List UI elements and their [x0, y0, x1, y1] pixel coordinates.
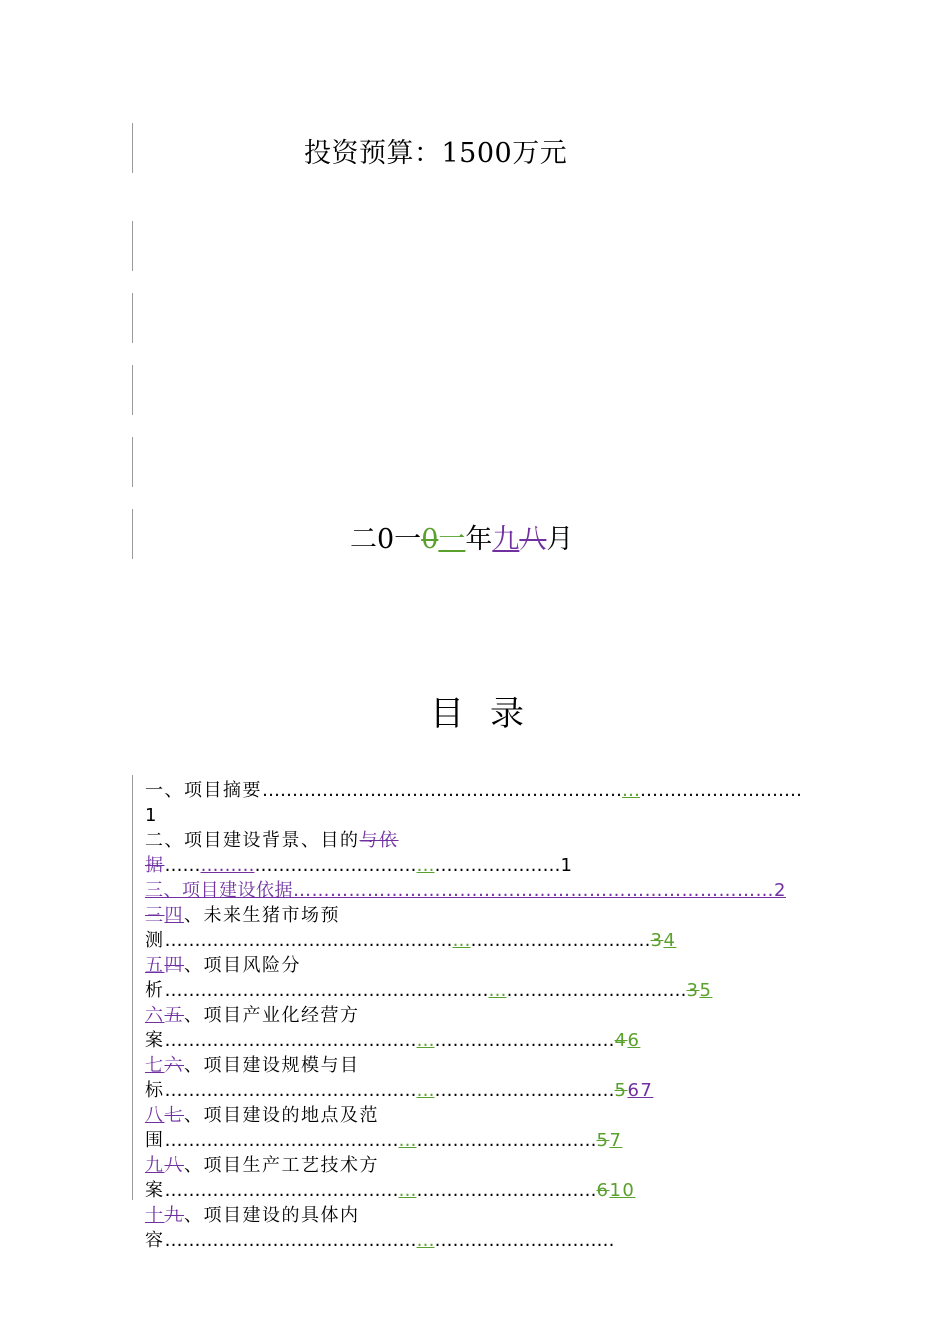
inserted-text: 4 — [663, 930, 677, 951]
inserted-text: 八 — [145, 1105, 165, 1126]
toc-entry-title: 、项目建设的地点及范围 — [145, 1105, 379, 1151]
inserted-text: 67 — [627, 1080, 654, 1101]
deleted-text: 四 — [164, 955, 184, 976]
date-prefix: 二0一 — [350, 524, 422, 555]
deleted-text: 八 — [519, 524, 547, 555]
inserted-text: … — [488, 980, 507, 1001]
date-month-char: 月 — [546, 524, 574, 555]
inserted-text: 10 — [609, 1180, 636, 1201]
toc-number: 二 — [145, 830, 165, 851]
revision-change-bar — [132, 293, 133, 343]
toc-number: 一 — [145, 780, 165, 801]
inserted-text: … — [398, 1130, 417, 1151]
toc-entry-title: 、未来生猪市场预测 — [145, 905, 340, 951]
deleted-text: 5 — [596, 1130, 610, 1151]
toc-entry[interactable] — [145, 778, 805, 828]
inserted-text: … — [398, 1180, 417, 1201]
inserted-text: … — [622, 780, 640, 801]
toc-leader: ……………………… — [254, 855, 417, 876]
deleted-text: 九 — [164, 1205, 184, 1226]
toc-leader: …………………………………… — [164, 1230, 417, 1251]
deleted-text: 七 — [164, 1105, 184, 1126]
inserted-text: 6 — [627, 1030, 641, 1051]
toc-entry[interactable] — [145, 1053, 805, 1103]
table-of-contents — [145, 778, 805, 1253]
toc-leader: …………………………………… — [164, 1080, 417, 1101]
inserted-text: 九 — [492, 524, 520, 555]
toc-leader: …… — [164, 855, 201, 876]
toc-leader: ………………………… — [434, 1030, 615, 1051]
toc-leader: ………………………… — [416, 1180, 597, 1201]
toc-heading — [430, 686, 524, 735]
toc-entry[interactable] — [145, 1153, 805, 1203]
inserted-text: 六 — [145, 1005, 165, 1026]
toc-entry[interactable] — [145, 878, 805, 903]
toc-entry-title: 、项目产业化经营方案 — [145, 1005, 360, 1051]
inserted-text: … — [416, 1080, 435, 1101]
toc-leader: ………………………… — [434, 1230, 615, 1251]
inserted-text: … — [416, 855, 435, 876]
inserted-text: 十 — [145, 1205, 165, 1226]
toc-leader: ……………………………………………… — [164, 980, 489, 1001]
inserted-text: … — [416, 1030, 435, 1051]
deleted-text: 3 — [650, 930, 664, 951]
inserted-toc-entry: 三、项目建设依据……………………………………………………………………2 — [145, 880, 786, 901]
revision-change-bar — [132, 509, 133, 559]
document-date — [350, 517, 573, 556]
toc-leader: …………………………………… — [164, 1030, 417, 1051]
toc-leader: ………………………… — [434, 1080, 615, 1101]
toc-entry[interactable] — [145, 1103, 805, 1153]
toc-leader: ………………… — [434, 855, 561, 876]
toc-leader: ………………………… — [416, 1130, 597, 1151]
inserted-text: … — [416, 1230, 435, 1251]
investment-budget: 投资预算：1500万元 — [304, 138, 568, 169]
toc-entry[interactable] — [145, 1003, 805, 1053]
toc-entry-title: 、项目建设规模与目标 — [145, 1055, 360, 1101]
deleted-text: 5 — [614, 1080, 628, 1101]
deleted-text: 五 — [164, 1005, 184, 1026]
toc-page-number: 1 — [560, 855, 574, 876]
inserted-text: 一 — [438, 524, 466, 555]
deleted-text: 0 — [421, 524, 439, 555]
toc-entry[interactable] — [145, 903, 805, 953]
inserted-text: 九 — [145, 1155, 165, 1176]
toc-leader: ………………………… — [506, 980, 687, 1001]
toc-leader: ………………………… — [470, 930, 651, 951]
inserted-text: ……… — [200, 855, 255, 876]
date-year-char: 年 — [465, 524, 493, 555]
toc-entry[interactable] — [145, 828, 805, 878]
deleted-text: 八 — [164, 1155, 184, 1176]
toc-leader: …………………………………………………… — [262, 780, 622, 801]
toc-entry[interactable] — [145, 1203, 805, 1253]
revision-change-bar — [132, 775, 133, 1200]
revision-change-bar — [132, 123, 133, 173]
inserted-text: 五 — [145, 955, 165, 976]
inserted-text: 七 — [145, 1055, 165, 1076]
inserted-text: … — [452, 930, 471, 951]
toc-heading-char: 录 — [490, 694, 524, 734]
toc-entry[interactable] — [145, 953, 805, 1003]
toc-entry-title: 、项目摘要 — [164, 780, 262, 801]
deleted-text: 4 — [614, 1030, 628, 1051]
toc-leader: ………………………………… — [164, 1130, 399, 1151]
toc-entry-title: 、项目生产工艺技术方案 — [145, 1155, 379, 1201]
toc-leader: ……………………… — [640, 780, 802, 801]
inserted-text: 5 — [699, 980, 713, 1001]
toc-leader: ………………………………… — [164, 1180, 399, 1201]
deleted-text: 6 — [596, 1180, 610, 1201]
deleted-text: 三 — [145, 905, 165, 926]
toc-page-number: 1 — [145, 805, 158, 826]
inserted-text: 四 — [164, 905, 184, 926]
deleted-text: 与依据 — [145, 830, 399, 876]
toc-entry-title: 、项目建设的具体内容 — [145, 1205, 360, 1251]
toc-leader: ………………………………………… — [164, 930, 453, 951]
inserted-text: 7 — [609, 1130, 623, 1151]
toc-entry-title: 、项目风险分析 — [145, 955, 301, 1001]
revision-change-bar — [132, 221, 133, 271]
revision-change-bar — [132, 365, 133, 415]
deleted-text: 3 — [686, 980, 700, 1001]
toc-heading-char: 目 — [430, 694, 464, 734]
deleted-text: 六 — [164, 1055, 184, 1076]
revision-change-bar — [132, 437, 133, 487]
toc-entry-title: 、项目建设背景、目的 — [164, 830, 360, 851]
